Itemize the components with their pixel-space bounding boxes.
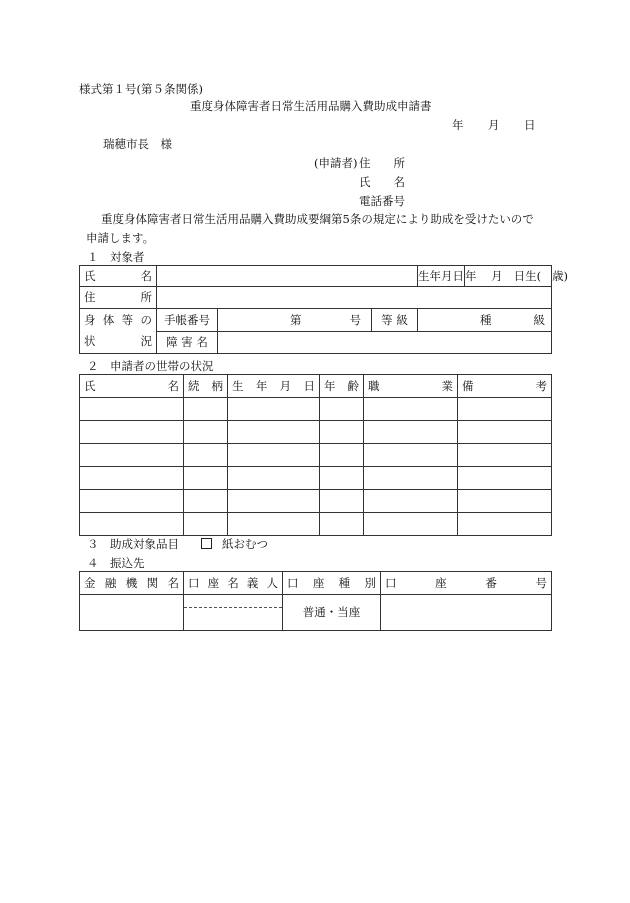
household-cell[interactable] (320, 513, 364, 536)
household-cell[interactable] (458, 490, 552, 513)
table-row (80, 467, 552, 490)
statement-line-1: 重度身体障害者日常生活用品購入費助成要綱第5条の規定により助成を受けたいので (101, 212, 534, 226)
household-cell[interactable] (364, 444, 458, 467)
household-cell[interactable] (458, 421, 552, 444)
household-cell[interactable] (458, 467, 552, 490)
household-cell[interactable] (320, 421, 364, 444)
household-cell[interactable] (184, 467, 228, 490)
household-cell[interactable] (364, 398, 458, 421)
account-number-field[interactable] (381, 595, 552, 631)
table-row (80, 421, 552, 444)
household-cell[interactable] (80, 444, 184, 467)
bank-value-row (80, 595, 552, 631)
form-number-label: 様式第１号(第５条関係) (79, 82, 203, 96)
household-cell[interactable] (184, 444, 228, 467)
household-cell[interactable] (228, 398, 320, 421)
household-cell[interactable] (228, 513, 320, 536)
handbook-number-field[interactable]: 第 号 (218, 309, 372, 332)
birth-cell (418, 266, 569, 287)
col-relation-header: 続 柄 (184, 375, 228, 398)
addressee: 瑞穂市長 様 (103, 137, 172, 151)
household-cell[interactable] (458, 444, 552, 467)
bank-name-header: 金 融 機 関 名 (80, 572, 184, 595)
document-title: 重度身体障害者日常生活用品購入費助成申請書 (190, 99, 432, 113)
paper-diaper-label: 紙おむつ (222, 537, 268, 551)
date-day-label: 日 (524, 118, 536, 132)
account-number-header: 口 座 番 号 (381, 572, 552, 595)
applicant-phone-label: 電話番号 (359, 194, 405, 208)
table-row (80, 444, 552, 467)
household-cell[interactable] (364, 490, 458, 513)
table-row (80, 398, 552, 421)
household-cell[interactable] (228, 444, 320, 467)
birth-date-field[interactable]: 年 月 日生( 歳) (465, 268, 569, 283)
household-cell[interactable] (320, 467, 364, 490)
applicant-role-label: (申請者) (314, 156, 358, 170)
household-header-row (80, 375, 552, 398)
applicant-name-label: 氏 名 (359, 175, 405, 189)
account-holder-field[interactable] (184, 595, 283, 631)
household-cell[interactable] (228, 467, 320, 490)
household-cell[interactable] (458, 513, 552, 536)
address-label-cell: 住 所 (80, 287, 157, 309)
date-year-label: 年 (452, 118, 464, 132)
household-cell[interactable] (320, 490, 364, 513)
section3-row (87, 537, 268, 551)
bank-transfer-table (79, 571, 552, 631)
col-age-header: 年 齢 (320, 375, 364, 398)
household-cell[interactable] (364, 421, 458, 444)
household-cell[interactable] (320, 444, 364, 467)
col-occupation-header: 職 業 (364, 375, 458, 398)
subject-address-field[interactable] (157, 287, 552, 309)
table-row (80, 513, 552, 536)
household-cell[interactable] (364, 467, 458, 490)
subject-person-table (79, 265, 569, 354)
subject-address-row (80, 287, 552, 309)
account-type-field[interactable]: 普通・当座 (283, 595, 381, 631)
table-row (80, 490, 552, 513)
grade-label: 等 級 (372, 309, 418, 332)
household-cell[interactable] (80, 467, 184, 490)
statement-line-2: 申請します。 (86, 231, 155, 245)
col-remarks-header: 備 考 (458, 375, 552, 398)
household-cell[interactable] (320, 398, 364, 421)
household-cell[interactable] (80, 421, 184, 444)
household-cell[interactable] (228, 421, 320, 444)
name-label-cell: 氏 名 (80, 266, 157, 287)
date-month-label: 月 (488, 118, 500, 132)
account-holder-header: 口 座 名 義 人 (184, 572, 283, 595)
household-cell[interactable] (458, 398, 552, 421)
bank-header-row (80, 572, 552, 595)
birth-date-label: 生年月日 (418, 266, 465, 286)
paper-diaper-checkbox[interactable] (201, 538, 212, 549)
bank-name-field[interactable] (80, 595, 184, 631)
type-grade-field[interactable]: 種 級 (418, 309, 552, 332)
section2-heading: ２ 申請者の世帯の状況 (87, 359, 214, 373)
disability-name-label: 障 害 名 (157, 332, 218, 354)
household-cell[interactable] (184, 513, 228, 536)
subject-name-field[interactable] (157, 266, 418, 287)
applicant-address-label: 住 所 (359, 156, 405, 170)
household-cell[interactable] (184, 490, 228, 513)
section1-heading: １ 対象者 (87, 250, 145, 264)
handbook-row (80, 309, 552, 332)
household-cell[interactable] (228, 490, 320, 513)
household-cell[interactable] (184, 421, 228, 444)
account-type-header: 口 座 種 別 (283, 572, 381, 595)
section4-heading: ４ 振込先 (87, 556, 145, 570)
household-cell[interactable] (80, 490, 184, 513)
handbook-number-label: 手帳番号 (157, 309, 218, 332)
household-table (79, 374, 552, 536)
household-cell[interactable] (364, 513, 458, 536)
subject-name-row (80, 266, 552, 287)
household-cell[interactable] (80, 513, 184, 536)
body-condition-label-cell: 身 体 等 の 状 況 (80, 309, 157, 354)
household-cell[interactable] (80, 398, 184, 421)
col-birthdate-header: 生 年 月 日 (228, 375, 320, 398)
section3-heading: ３ 助成対象品目 (87, 537, 179, 551)
household-cell[interactable] (184, 398, 228, 421)
disability-name-field[interactable] (218, 332, 552, 354)
col-name-header: 氏 名 (80, 375, 184, 398)
